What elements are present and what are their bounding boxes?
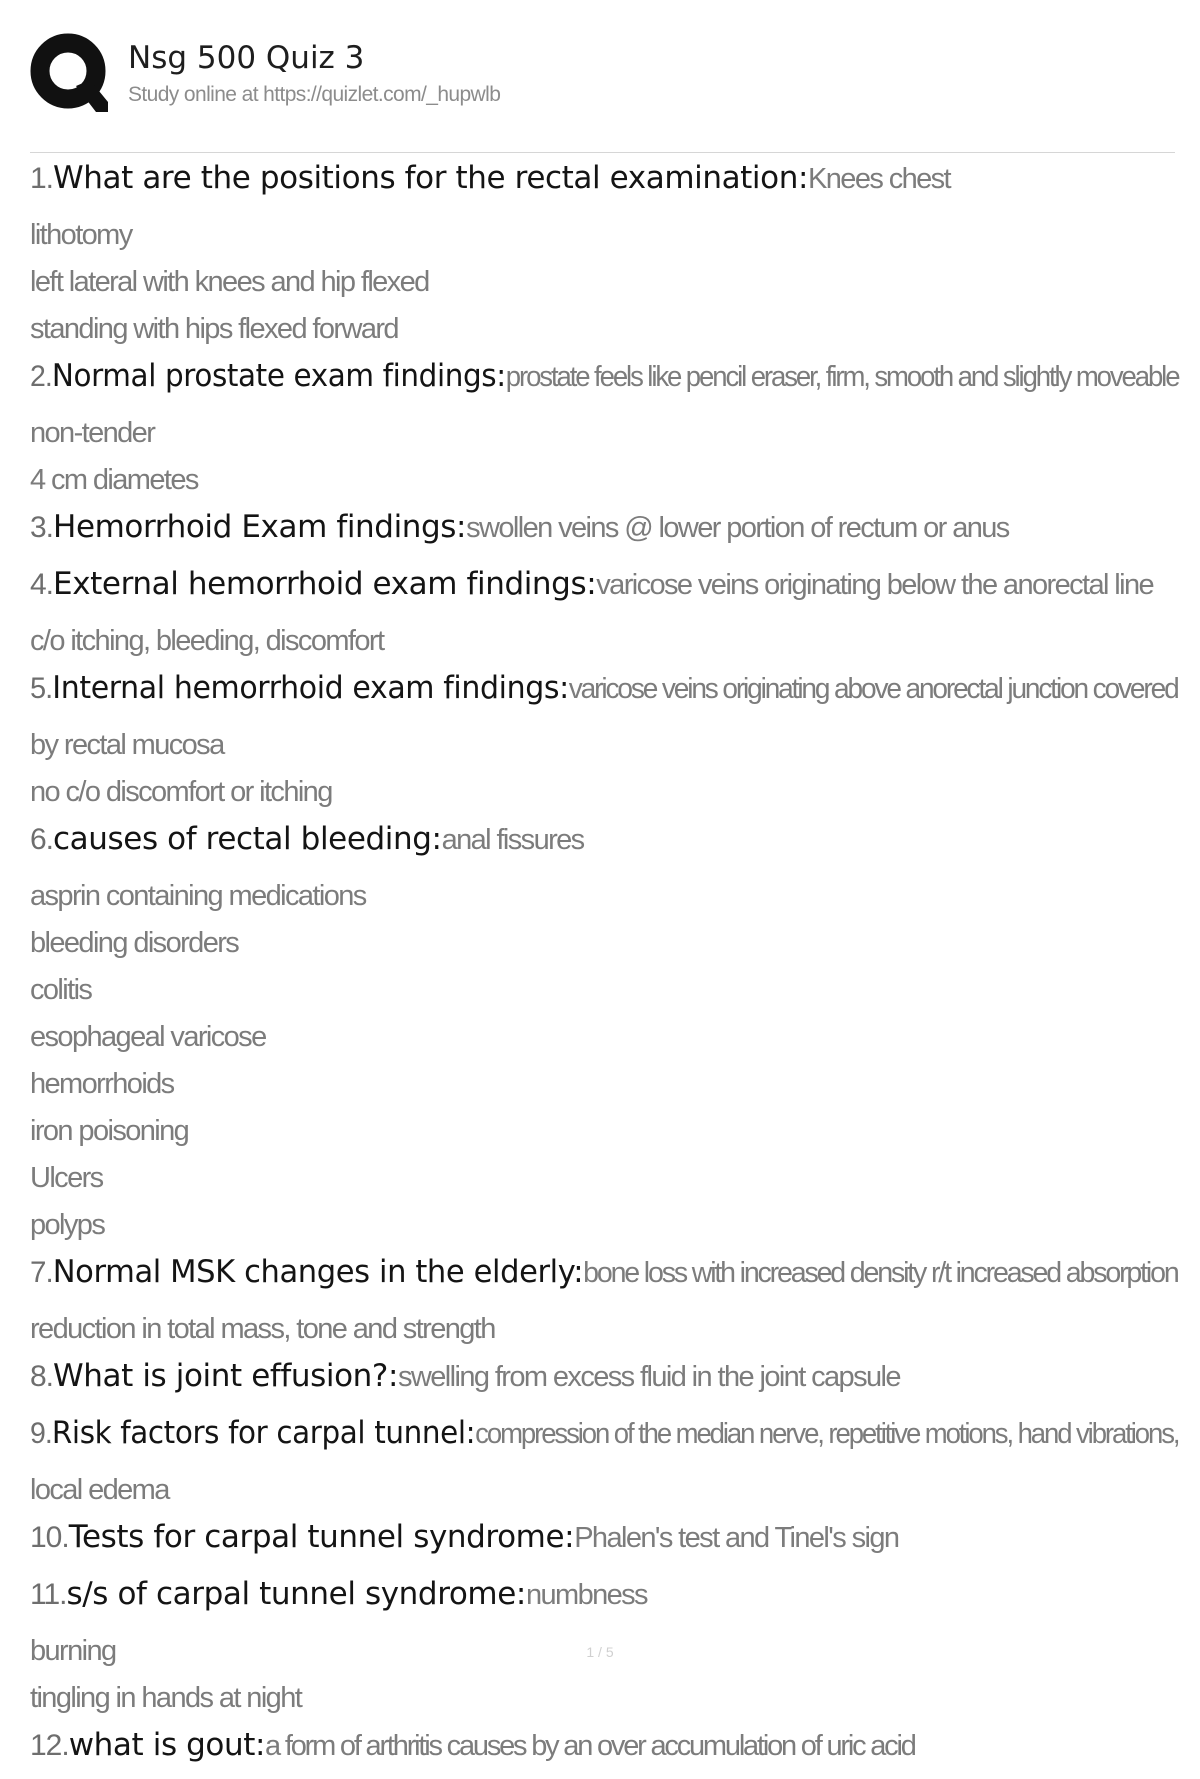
qa-item — [30, 353, 1178, 504]
answer-continuation: esophageal varicose — [30, 1021, 266, 1053]
answer-text: varicose veins originating below the anorectal line — [596, 569, 1154, 601]
answer-continuation: tingling in hands at night — [30, 1682, 302, 1714]
answer-text: swelling from excess fluid in the joint capsule — [398, 1361, 900, 1393]
answer-continuation: asprin containing medications — [30, 880, 366, 912]
answer-continuation: burning — [30, 1635, 116, 1667]
question-text: Normal prostate exam findings: — [51, 358, 506, 394]
question-number: 1. — [30, 162, 54, 195]
answer-continuation: lithotomy — [30, 219, 132, 251]
question-list — [30, 155, 1178, 1779]
answer-continuation: iron poisoning — [30, 1115, 189, 1147]
qa-item — [30, 1722, 1178, 1779]
qa-question-line — [30, 1722, 1178, 1779]
answer-continuation: c/o itching, bleeding, discomfort — [30, 625, 384, 657]
qa-question-line — [30, 1249, 1178, 1306]
question-text: External hemorrhoid exam findings: — [53, 566, 597, 602]
qa-question-line — [30, 665, 1178, 722]
answer-continuation: hemorrhoids — [30, 1068, 174, 1100]
qa-item — [30, 1514, 1178, 1571]
question-text: Hemorrhoid Exam findings: — [53, 509, 467, 545]
qa-question-line — [30, 1410, 1179, 1467]
answer-text: bone loss with increased density r/t increased absorption — [583, 1257, 1178, 1289]
document-header — [30, 32, 1178, 122]
qa-item — [30, 1353, 1178, 1410]
qa-item — [30, 155, 1178, 353]
qa-item — [30, 504, 1178, 561]
question-text: Risk factors for carpal tunnel: — [51, 1415, 476, 1451]
document-page — [30, 32, 1178, 1779]
question-text: Normal MSK changes in the elderly: — [52, 1254, 584, 1290]
answer-text: a form of arthritis causes by an over accumulation of uric acid — [265, 1730, 915, 1762]
qa-question-line — [30, 353, 1179, 410]
question-number: 4. — [30, 568, 54, 601]
answer-text: prostate feels like pencil eraser, firm, smooth and slightly moveable — [505, 361, 1179, 393]
answer-text: varicose veins originating above anorectal junction covered — [568, 673, 1178, 705]
answer-text: anal fissures — [441, 824, 584, 856]
question-text: Tests for carpal tunnel syndrome: — [68, 1519, 575, 1555]
question-number: 11. — [30, 1578, 67, 1611]
qa-item — [30, 1410, 1178, 1514]
question-number: 12. — [30, 1729, 69, 1762]
question-text: What is joint effusion?: — [53, 1358, 399, 1394]
question-text: Internal hemorrhoid exam findings: — [52, 670, 569, 706]
question-number: 6. — [30, 823, 54, 856]
quizlet-q-logo-icon — [30, 32, 110, 118]
qa-item — [30, 561, 1178, 665]
answer-text: Phalen's test and Tinel's sign — [574, 1522, 899, 1554]
question-number: 7. — [30, 1256, 53, 1289]
answer-continuation: non-tender — [30, 417, 155, 449]
study-online-link[interactable]: Study online at https://quizlet.com/_hupwlb — [128, 83, 501, 106]
answer-text: compression of the median nerve, repetitive motions, hand vibrations, — [475, 1418, 1179, 1450]
answer-continuation: by rectal mucosa — [30, 729, 224, 761]
question-number: 3. — [30, 511, 54, 544]
answer-continuation: 4 cm diametes — [30, 464, 198, 496]
page-number: 1 / 5 — [586, 1644, 614, 1660]
qa-item — [30, 816, 1178, 1249]
question-number: 2. — [30, 360, 52, 393]
answer-continuation: reduction in total mass, tone and strength — [30, 1313, 495, 1345]
qa-item — [30, 1249, 1178, 1353]
question-number: 5. — [30, 672, 53, 705]
question-text: s/s of carpal tunnel syndrome: — [66, 1576, 526, 1612]
qa-question-line — [30, 1353, 1178, 1410]
qa-question-line — [30, 504, 1178, 561]
question-text: What are the positions for the rectal examination: — [53, 160, 809, 196]
qa-item — [30, 665, 1178, 816]
qa-question-line — [30, 1514, 1178, 1571]
answer-continuation: colitis — [30, 974, 92, 1006]
question-number: 8. — [30, 1360, 54, 1393]
qa-question-line — [30, 1571, 1178, 1628]
answer-continuation: local edema — [30, 1474, 169, 1506]
answer-continuation: standing with hips flexed forward — [30, 313, 398, 345]
page-title: Nsg 500 Quiz 3 — [128, 40, 365, 76]
answer-text: Knees chest — [808, 163, 951, 195]
answer-continuation: bleeding disorders — [30, 927, 239, 959]
question-text: what is gout: — [68, 1727, 266, 1763]
question-number: 10. — [30, 1521, 69, 1554]
question-number: 9. — [30, 1417, 52, 1450]
question-text: causes of rectal bleeding: — [53, 821, 442, 857]
answer-continuation: no c/o discomfort or itching — [30, 776, 332, 808]
qa-question-line — [30, 816, 1178, 873]
answer-continuation: left lateral with knees and hip flexed — [30, 266, 429, 298]
header-divider — [30, 152, 1175, 153]
answer-continuation: Ulcers — [30, 1162, 103, 1194]
qa-question-line — [30, 155, 1178, 212]
qa-question-line — [30, 561, 1178, 618]
answer-continuation: polyps — [30, 1209, 105, 1241]
answer-text: swollen veins @ lower portion of rectum or anus — [466, 512, 1009, 544]
answer-text: numbness — [525, 1579, 647, 1611]
